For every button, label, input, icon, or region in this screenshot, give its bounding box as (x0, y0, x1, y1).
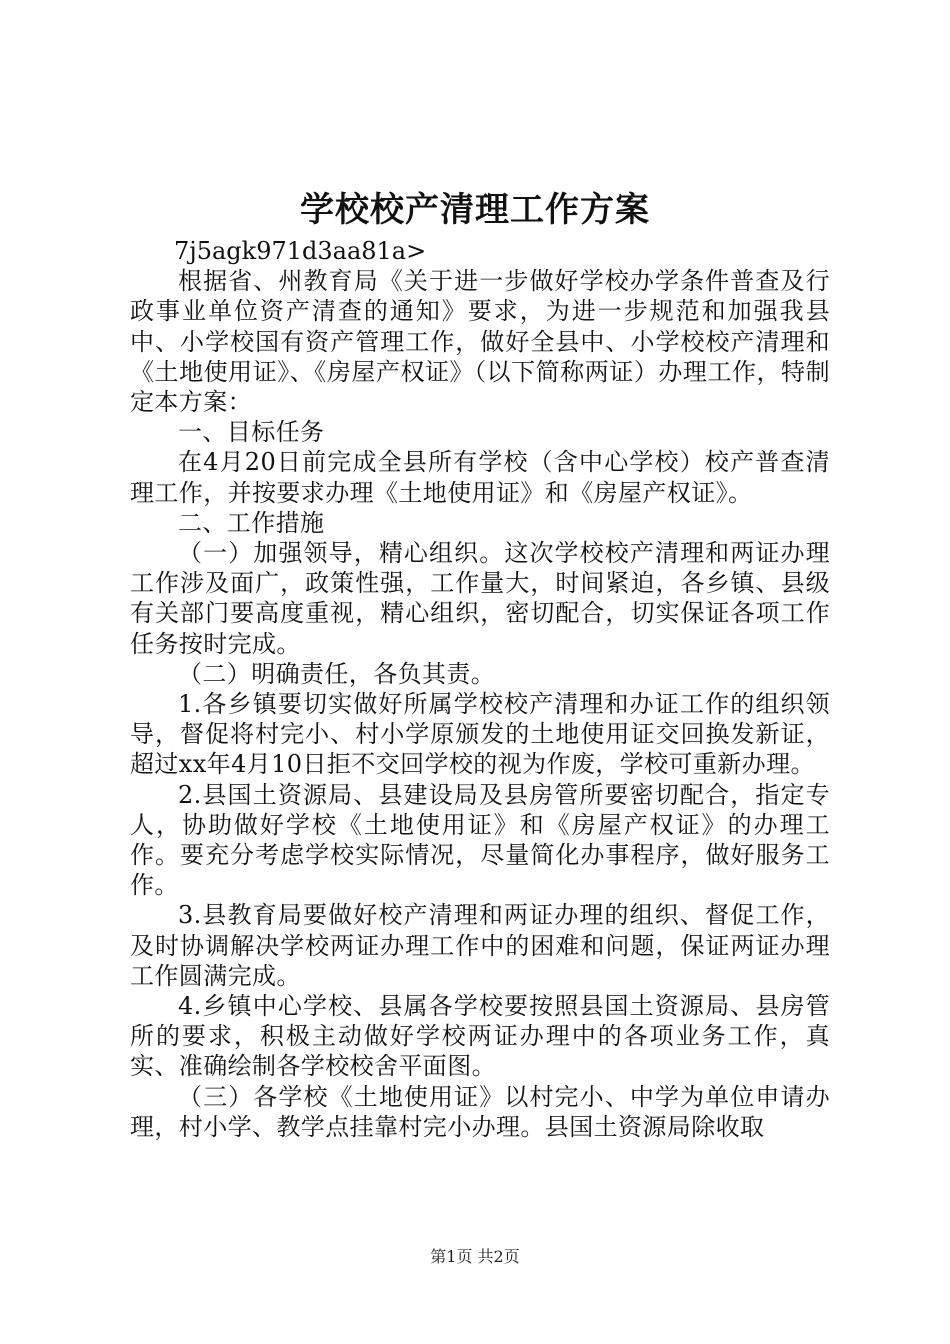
document-body (130, 236, 830, 1142)
measure-2-heading: （二）明确责任，各负其责。 (178, 659, 496, 688)
intro-paragraph: 根据省、州教育局《关于进一步做好学校办学条件普查及行政事业单位资产清查的通知》要求，为进一步规范和加强我县中、小学校国有资产管理工作，做好全县中、小学校校产清理和《土地使用证》、《房屋产权证》（以下简称两证）办理工作，特制定本方案： (130, 267, 830, 417)
document-title: 学校校产清理工作方案 (300, 190, 650, 230)
section-heading-measures: 二、工作措施 (178, 508, 325, 537)
measure-3-paragraph: （三）各学校《土地使用证》以村完小、中学为单位申请办理，村小学、教学点挂靠村完小办理。县国土资源局除收取 (130, 1082, 830, 1141)
page-number-footer: 第1页 共2页 (430, 1247, 520, 1266)
goals-paragraph: 在4月20日前完成全县所有学校（含中心学校）校产普查清理工作，并按要求办理《土地使用证》和《房屋产权证》。 (130, 448, 830, 507)
measure-1-paragraph: （一）加强领导，精心组织。这次学校校产清理和两证办理工作涉及面广，政策性强，工作量大，时间紧迫，各乡镇、县级有关部门要高度重视，精心组织，密切配合，切实保证各项工作任务按时完成。 (130, 539, 830, 658)
item-3-paragraph: 3.县教育局要做好校产清理和两证办理的组织、督促工作，及时协调解决学校两证办理工作中的困难和问题，保证两证办理工作圆满完成。 (130, 901, 830, 990)
item-4-paragraph: 4.乡镇中心学校、县属各学校要按照县国土资源局、县房管所的要求，积极主动做好学校两证办理中的各项业务工作，真实、准确绘制各学校校舍平面图。 (130, 992, 830, 1081)
section-heading-goals: 一、目标任务 (178, 418, 325, 447)
item-2-paragraph: 2.县国土资源局、县建设局及县房管所要密切配合，指定专人，协助做好学校《土地使用证》和《房屋产权证》的办理工作。要充分考虑学校实际情况，尽量简化办事程序，做好服务工作。 (130, 780, 830, 900)
document-code-line: 7j5agk971d3aa81a> (174, 237, 427, 265)
item-1-paragraph: 1.各乡镇要切实做好所属学校校产清理和办证工作的组织领导，督促将村完小、村小学原颁发的土地使用证交回换发新证，超过xx年4月10日拒不交回学校的视为作废，学校可重新办理。 (130, 690, 830, 779)
